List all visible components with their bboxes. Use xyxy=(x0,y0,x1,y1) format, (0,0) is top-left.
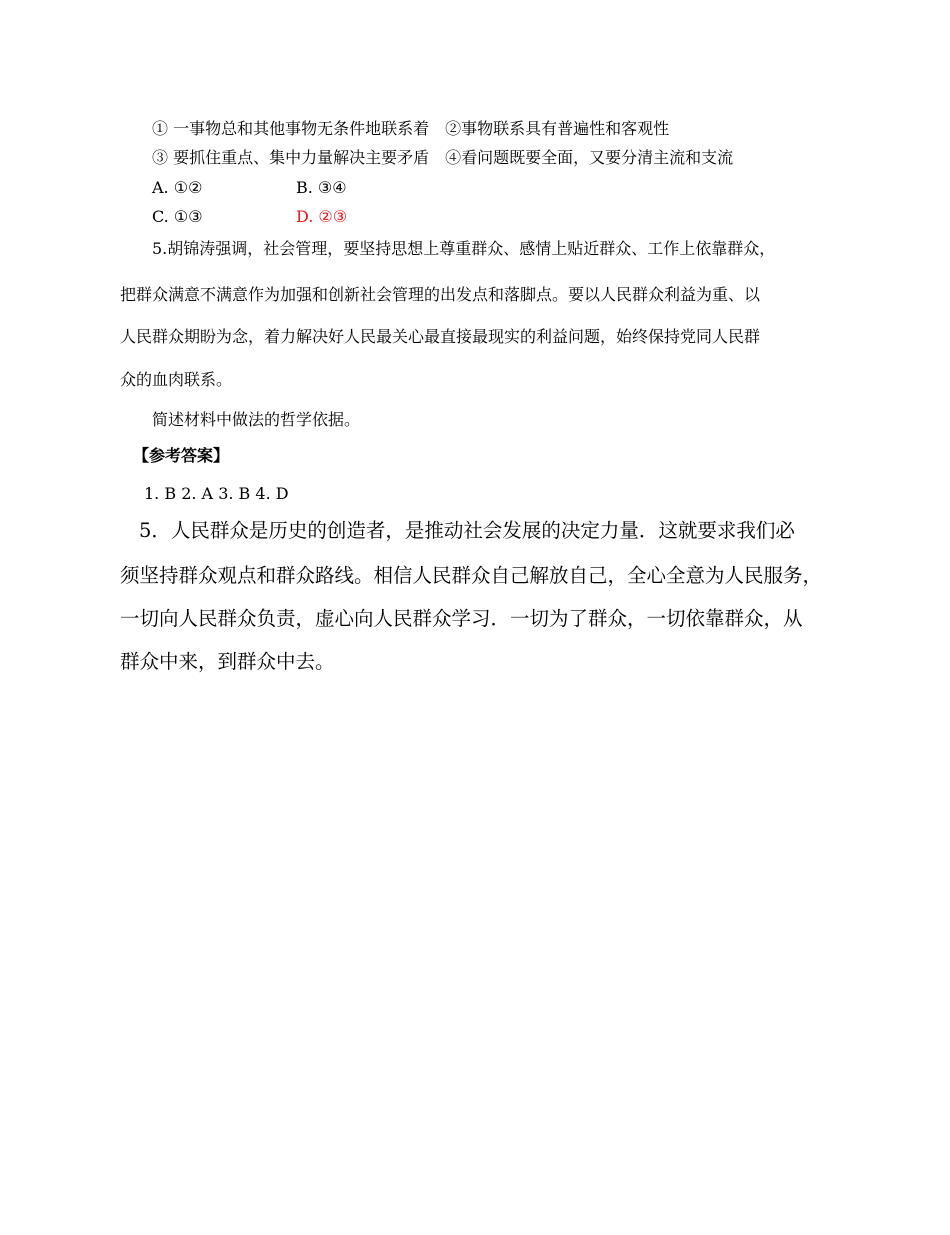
q4-statement-line1: ① 一事物总和其他事物无条件地联系着 ②事物联系具有普遍性和客观性 xyxy=(152,119,670,138)
q4-option-d: D. ②③ xyxy=(296,207,348,226)
answer-q5-line4: 群众中来，到群众中去。 xyxy=(120,650,335,673)
q4-options-row2 xyxy=(152,209,347,225)
answer-heading: 【参考答案】 xyxy=(133,446,230,465)
q4-option-b: B. ③④ xyxy=(296,178,347,197)
answer-q5-line2: 须坚持群众观点和群众路线。相信人民群众自己解放自己，全心全意为人民服务， xyxy=(120,564,823,587)
q4-option-c: C. ①③ xyxy=(152,207,203,226)
answer-choices: 1. B 2. A 3. B 4. D xyxy=(144,484,289,503)
q4-statement-line2: ③ 要抓住重点、集中力量解决主要矛盾 ④看问题既要全面，又要分清主流和支流 xyxy=(152,148,734,167)
q5-material-line3: 人民群众期盼为念，着力解决好人民最关心最直接最现实的利益问题，始终保持党同人民群 xyxy=(120,327,761,346)
q5-material-line1: 5.胡锦涛强调，社会管理，要坚持思想上尊重群众、感情上贴近群众、工作上依靠群众， xyxy=(152,239,776,258)
q4-options-row1 xyxy=(152,180,347,196)
q5-material-line2: 把群众满意不满意作为加强和创新社会管理的出发点和落脚点。要以人民群众利益为重、以 xyxy=(120,285,761,304)
q5-material-line4: 众的血肉联系。 xyxy=(120,370,233,389)
q4-option-a: A. ①② xyxy=(152,178,203,197)
answer-q5-line3: 一切向人民群众负责，虚心向人民群众学习．一切为了群众，一切依靠群众，从 xyxy=(120,607,803,630)
q5-prompt: 简述材料中做法的哲学依据。 xyxy=(152,410,361,429)
answer-q5-line1: 5．人民群众是历史的创造者，是推动社会发展的决定力量．这就要求我们必 xyxy=(139,519,795,542)
